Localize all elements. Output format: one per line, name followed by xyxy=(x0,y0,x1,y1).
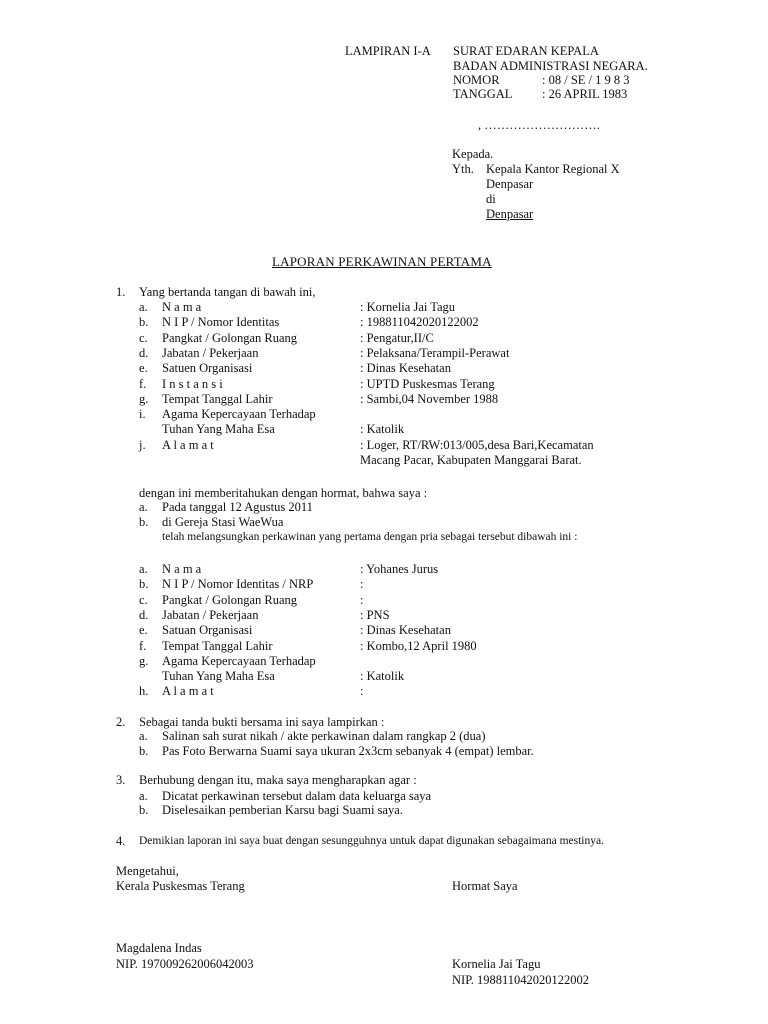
nomor-value: : 08 / SE / 1 9 8 3 xyxy=(542,73,630,87)
field-label: A l a m a t xyxy=(162,684,214,699)
section1-intro: Yang bertanda tangan di bawah ini, xyxy=(139,285,316,299)
field-letter: f. xyxy=(139,638,147,653)
field-label: N I P / Nomor Identitas xyxy=(162,315,280,330)
field-value: : Katolik xyxy=(360,422,405,437)
field-value: : Katolik xyxy=(360,669,405,684)
field-label: Jabatan / Pekerjaan xyxy=(162,607,259,622)
section4-text: Demikian laporan ini saya buat dengan sesungguhnya untuk dapat digunakan sebagaimana mestinya. xyxy=(139,835,604,847)
tanggal-value: : 26 APRIL 1983 xyxy=(542,87,628,101)
kepada-label: Kepada. xyxy=(452,147,494,161)
field-value: Macang Pacar, Kabupaten Manggarai Barat. xyxy=(360,453,582,467)
field-value: : PNS xyxy=(360,607,390,622)
field-label: Tuhan Yang Maha Esa xyxy=(162,422,275,437)
section3-number: 3. xyxy=(116,773,126,787)
field-label: N a m a xyxy=(162,562,202,576)
surat-edaran-line: SURAT EDARAN KEPALA xyxy=(453,44,599,58)
field-value: : xyxy=(360,684,364,699)
field-letter: h. xyxy=(139,684,149,699)
field-value: : Pelaksana/Terampil-Perawat xyxy=(360,345,510,360)
field-label: A l a m a t xyxy=(162,437,214,452)
place-date: , ………………………. xyxy=(478,118,600,132)
section3-intro: Berhubung dengan itu, maka saya mengharapkan agar : xyxy=(139,773,417,787)
notice-b-text: di Gereja Stasi WaeWua xyxy=(162,515,284,529)
field-label: I n s t a n s i xyxy=(162,376,223,391)
field-letter: b. xyxy=(139,577,149,592)
section3-b-text: Diselesaikan pemberian Karsu bagi Suami saya. xyxy=(162,803,403,817)
field-letter: d. xyxy=(139,607,149,622)
field-value: : xyxy=(360,592,364,607)
field-label: Tempat Tanggal Lahir xyxy=(162,391,273,406)
field-label: Agama Kepercayaan Terhadap xyxy=(162,407,316,422)
field-letter: a. xyxy=(139,562,148,576)
field-letter: j. xyxy=(139,437,146,452)
field-value: : Pengatur,II/C xyxy=(360,330,434,345)
notice-b-letter: b. xyxy=(139,515,149,529)
left-signer-name: Magdalena Indas xyxy=(116,941,202,955)
section1-number: 1. xyxy=(116,285,126,299)
field-letter: e. xyxy=(139,361,148,376)
field-value: : UPTD Puskesmas Terang xyxy=(360,376,495,391)
field-letter: g. xyxy=(139,653,149,668)
recipient-line-3: di xyxy=(486,192,496,206)
field-letter: g. xyxy=(139,391,149,406)
right-signer-nip: NIP. 198811042020122002 xyxy=(452,973,590,987)
left-signer-title: Kerala Puskesmas Terang xyxy=(116,879,245,893)
field-value: : xyxy=(360,577,364,592)
field-label: Tuhan Yang Maha Esa xyxy=(162,669,275,684)
field-letter: a. xyxy=(139,300,148,314)
notice-a-text: Pada tanggal 12 Agustus 2011 xyxy=(162,500,313,514)
section2-intro: Sebagai tanda bukti bersama ini saya lampirkan : xyxy=(139,715,385,729)
field-value: : Kombo,12 April 1980 xyxy=(360,638,477,653)
recipient-line-2: Denpasar xyxy=(486,177,534,191)
lampiran-label: LAMPIRAN I-A xyxy=(345,44,431,58)
field-letter: c. xyxy=(139,330,148,345)
field-letter: e. xyxy=(139,623,148,638)
field-value: : Dinas Kesehatan xyxy=(360,623,451,638)
section2-b-letter: b. xyxy=(139,744,149,758)
section2-b-text: Pas Foto Berwarna Suami saya ukuran 2x3cm sebanyak 4 (empat) lembar. xyxy=(162,744,534,758)
badan-line: BADAN ADMINISTRASI NEGARA. xyxy=(453,59,648,73)
field-label: Pangkat / Golongan Ruang xyxy=(162,592,298,607)
recipient-line-1: Kepala Kantor Regional X xyxy=(486,162,620,176)
field-label: Agama Kepercayaan Terhadap xyxy=(162,653,316,668)
notice-a-letter: a. xyxy=(139,500,148,514)
section3-a-letter: a. xyxy=(139,789,148,803)
field-letter: d. xyxy=(139,345,149,360)
field-value: : Loger, RT/RW:013/005,desa Bari,Kecamatan xyxy=(360,437,594,452)
section3-a-text: Dicatat perkawinan tersebut dalam data keluarga saya xyxy=(162,789,432,803)
field-label: Satuen Organisasi xyxy=(162,361,253,376)
field-value: : Dinas Kesehatan xyxy=(360,361,451,376)
section2-a-letter: a. xyxy=(139,729,148,743)
field-letter: i. xyxy=(139,407,146,422)
yth-label: Yth. xyxy=(452,162,474,176)
section3-b-letter: b. xyxy=(139,803,149,817)
tanggal-label: TANGGAL xyxy=(453,87,513,101)
field-letter: b. xyxy=(139,315,149,330)
field-label: Pangkat / Golongan Ruang xyxy=(162,330,298,345)
document-title: LAPORAN PERKAWINAN PERTAMA xyxy=(272,254,492,269)
field-label: N I P / Nomor Identitas / NRP xyxy=(162,577,314,592)
section2-a-text: Salinan sah surat nikah / akte perkawinan dalam rangkap 2 (dua) xyxy=(162,729,486,743)
field-value: : 198811042020122002 xyxy=(360,315,479,330)
right-signer-name: Kornelia Jai Tagu xyxy=(452,957,541,971)
field-value: : Sambi,04 November 1988 xyxy=(360,391,499,406)
recipient-line-4: Denpasar xyxy=(486,207,534,221)
mengetahui-label: Mengetahui, xyxy=(116,864,179,878)
notice-c-text: telah melangsungkan perkawinan yang pertama dengan pria sebagai tersebut dibawah ini : xyxy=(162,531,578,543)
notice-text: dengan ini memberitahukan dengan hormat, bahwa saya : xyxy=(139,486,428,500)
section4-number: 4. xyxy=(116,834,126,848)
field-value: : Yohanes Jurus xyxy=(360,562,439,576)
right-signer-title: Hormat Saya xyxy=(452,879,518,893)
field-label: Jabatan / Pekerjaan xyxy=(162,345,259,360)
left-signer-nip: NIP. 197009262006042003 xyxy=(116,957,254,971)
field-letter: c. xyxy=(139,592,148,607)
field-label: N a m a xyxy=(162,300,202,314)
section2-number: 2. xyxy=(116,715,126,729)
field-letter: f. xyxy=(139,376,147,391)
field-label: Tempat Tanggal Lahir xyxy=(162,638,273,653)
nomor-label: NOMOR xyxy=(453,73,500,87)
field-value: : Kornelia Jai Tagu xyxy=(360,300,456,314)
field-label: Satuan Organisasi xyxy=(162,623,253,638)
